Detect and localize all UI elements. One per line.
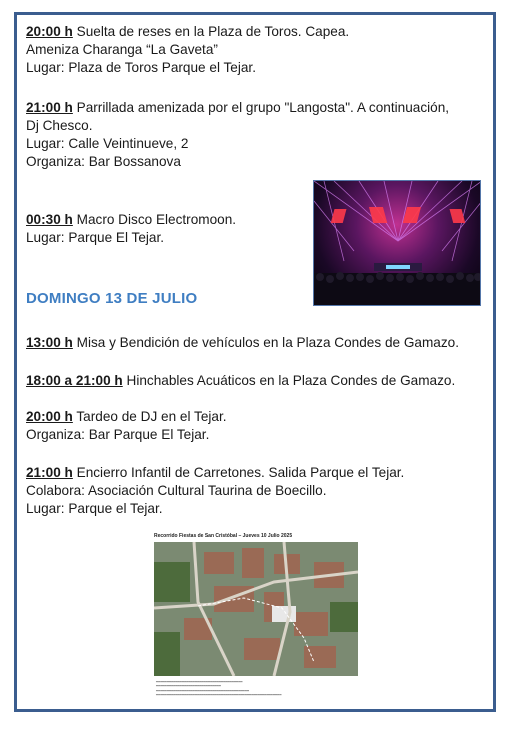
event-time: 18:00 a 21:00 h — [26, 373, 123, 388]
concert-illustration — [314, 181, 481, 306]
event-block — [26, 211, 236, 247]
event-line: Lugar: Calle Veintinueve, 2 — [26, 136, 189, 151]
event-block — [26, 408, 227, 444]
event-line: Lugar: Plaza de Toros Parque el Tejar. — [26, 60, 256, 75]
event-line: Organiza: Bar Bossanova — [26, 154, 181, 169]
day-heading: DOMINGO 13 DE JULIO — [26, 290, 198, 307]
event-block — [26, 23, 349, 77]
event-line: Ameniza Charanga “La Gaveta” — [26, 42, 218, 57]
event-time: 20:00 h — [26, 24, 73, 39]
event-title: Hinchables Acuáticos en la Plaza Condes de Gamazo. — [122, 373, 456, 388]
event-title: Macro Disco Electromoon. — [72, 212, 237, 227]
aerial-map-image — [154, 542, 358, 676]
event-time: 21:00 h — [26, 465, 73, 480]
event-title: Tardeo de DJ en el Tejar. — [72, 409, 227, 424]
event-block — [26, 464, 404, 518]
event-line: Organiza: Bar Parque El Tejar. — [26, 427, 210, 442]
event-block — [26, 372, 455, 390]
event-time: 21:00 h — [26, 100, 73, 115]
map-legend: ━━━━━━━━━━━━━━━━━━━━━━━━━━━━━━━━━━━━━━━━ ━━━━━━━━━━━━━━━━━━━━━━━━━━━━━━ ━━━━━━━━━━━━━━━━━━━━━━━━━━━━━━━━━━━━━━━━━━━ ━━━━━━━━━━━━━━━━━━━━━━━━━━━━━━━━━━━━━━━━━━━━━━━━━━━━━━━━━━ — [156, 680, 282, 698]
event-time: 00:30 h — [26, 212, 73, 227]
map-illustration — [154, 542, 358, 676]
event-block — [26, 99, 449, 171]
concert-photo — [313, 180, 481, 306]
event-line: Colabora: Asociación Cultural Taurina de Boecillo. — [26, 483, 327, 498]
event-title: Suelta de reses en la Plaza de Toros. Capea. — [72, 24, 350, 39]
event-block — [26, 334, 459, 352]
event-time: 13:00 h — [26, 335, 73, 350]
event-line: Lugar: Parque el Tejar. — [26, 501, 163, 516]
event-title: Encierro Infantil de Carretones. Salida Parque el Tejar. — [72, 465, 405, 480]
route-map-figure — [150, 530, 360, 700]
event-time: 20:00 h — [26, 409, 73, 424]
event-title: Misa y Bendición de vehículos en la Plaza Condes de Gamazo. — [72, 335, 459, 350]
event-title: Parrillada amenizada por el grupo "Langosta". A continuación, — [72, 100, 450, 115]
event-line: Dj Chesco. — [26, 118, 93, 133]
map-title: Recorrido Fiestas de San Cristóbal – Jueves 10 Julio 2025 — [154, 533, 293, 539]
event-line: Lugar: Parque El Tejar. — [26, 230, 165, 245]
